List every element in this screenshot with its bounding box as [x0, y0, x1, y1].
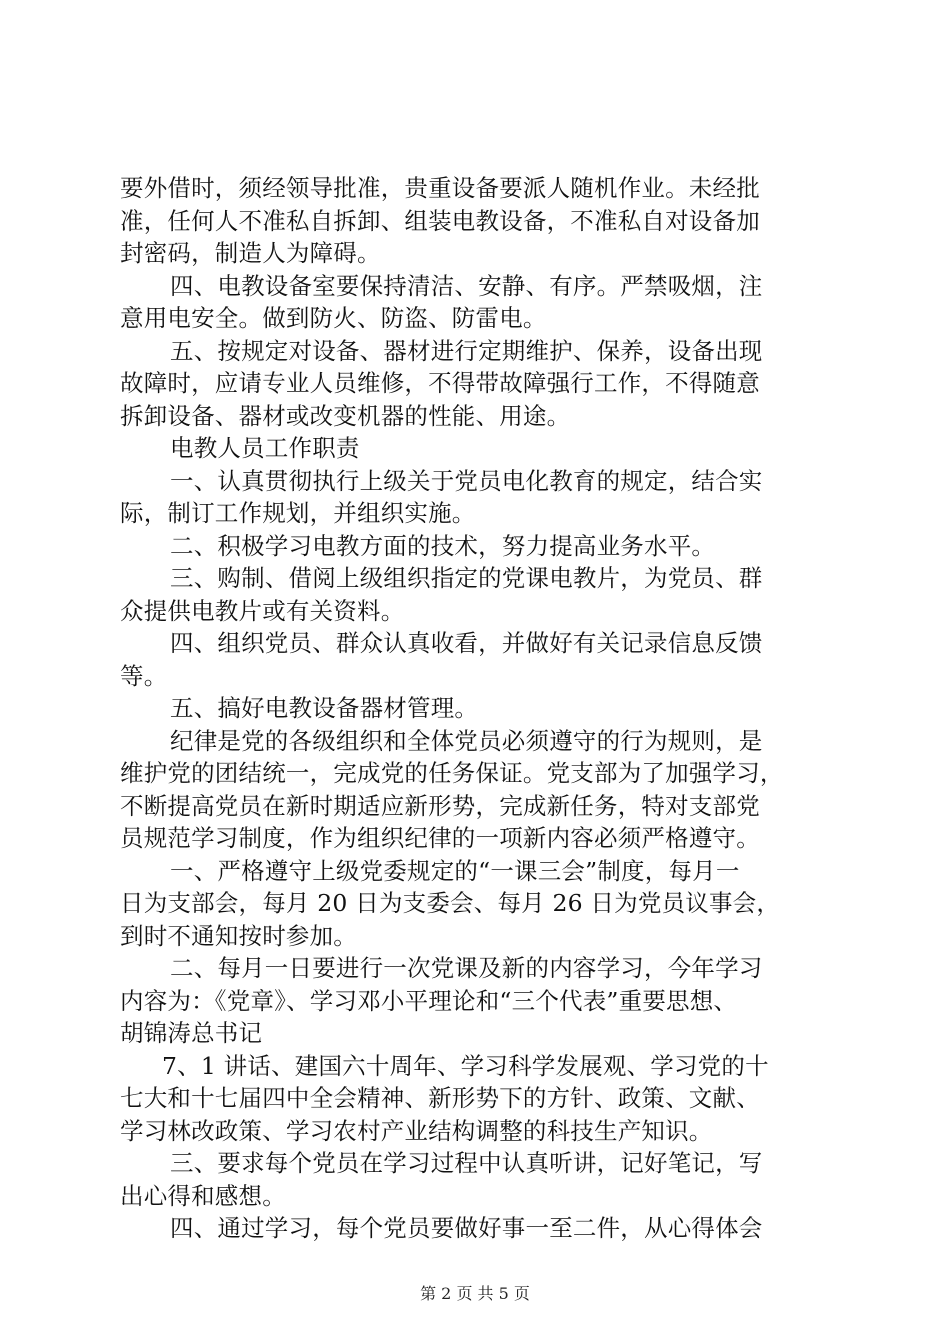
- text-line: 拆卸设备、器材或改变机器的性能、用途。: [120, 401, 571, 430]
- text-line: 封密码，制造人为障碍。: [120, 239, 381, 267]
- paragraph-start: 二、每月一日要进行一次党课及新的内容学习，今年学习: [170, 954, 763, 982]
- paragraph-start: 五、按规定对设备、器材进行定期维护、保养，设备出现: [170, 336, 763, 365]
- text-line: 七大和十七届四中全会精神、新形势下的方针、政策、文献、: [120, 1084, 760, 1112]
- text-line: 学习林改政策、学习农村产业结构调整的科技生产知识。: [120, 1116, 713, 1145]
- paragraph-start: 纪律是党的各级组织和全体党员必须遵守的行为规则，是: [170, 726, 763, 755]
- paragraph-start: 三、购制、借阅上级组织指定的党课电教片，为党员、群: [170, 564, 763, 592]
- text-line: 等。: [120, 661, 168, 690]
- paragraph-start: 四、通过学习，每个党员要做好事一至二件，从心得体会: [170, 1214, 763, 1242]
- paragraph-start: 一、认真贯彻执行上级关于党员电化教育的规定，结合实: [170, 466, 763, 495]
- text-line: 员规范学习制度，作为组织纪律的一项新内容必须严格遵守。: [120, 824, 760, 852]
- paragraph-start: 四、组织党员、群众认真收看，并做好有关记录信息反馈: [170, 629, 763, 657]
- text-line: 际，制订工作规划，并组织实施。: [120, 499, 476, 527]
- text-line: 不断提高党员在新时期适应新形势，完成新任务，特对支部党: [120, 791, 760, 820]
- text-line: 出心得和感想。: [120, 1181, 286, 1210]
- text-line: 故障时，应请专业人员维修，不得带故障强行工作，不得随意: [120, 369, 760, 397]
- page-footer: 第 2 页 共 5 页: [420, 1284, 530, 1303]
- text-line: 准，任何人不准私自拆卸、组装电教设备，不准私自对设备加: [120, 206, 760, 235]
- paragraph-start: 四、电教设备室要保持清洁、安静、有序。严禁吸烟，注: [170, 271, 763, 300]
- text-line: 内容为：《党章》、学习邓小平理论和“三个代表”重要思想、: [120, 986, 738, 1015]
- paragraph-start: 三、要求每个党员在学习过程中认真听讲，记好笔记，写: [170, 1149, 763, 1177]
- section-heading: 电教人员工作职责: [170, 434, 360, 462]
- text-line: 胡锦涛总书记: [120, 1019, 263, 1047]
- paragraph-start: 五、搞好电教设备器材管理。: [170, 694, 479, 722]
- text-line: 意用电安全。做到防火、防盗、防雷电。: [120, 304, 547, 332]
- paragraph-start: 7、1 讲话、建国六十周年、学习科学发展观、学习党的十: [162, 1051, 769, 1080]
- text-line: 要外借时，须经领导批准，贵重设备要派人随机作业。未经批: [120, 174, 760, 202]
- text-line: 维护党的团结统一，完成党的任务保证。党支部为了加强学习，: [120, 759, 784, 787]
- document-body: [120, 172, 836, 1245]
- paragraph-start: 二、积极学习电教方面的技术，努力提高业务水平。: [170, 531, 716, 560]
- text-line: 日为支部会，每月 20 日为支委会、每月 26 日为党员议事会，: [120, 889, 781, 917]
- paragraph-start: 一、严格遵守上级党委规定的“一课三会”制度，每月一: [170, 856, 740, 885]
- text-line: 到时不通知按时参加。: [120, 921, 357, 950]
- text-line: 众提供电教片或有关资料。: [120, 596, 405, 625]
